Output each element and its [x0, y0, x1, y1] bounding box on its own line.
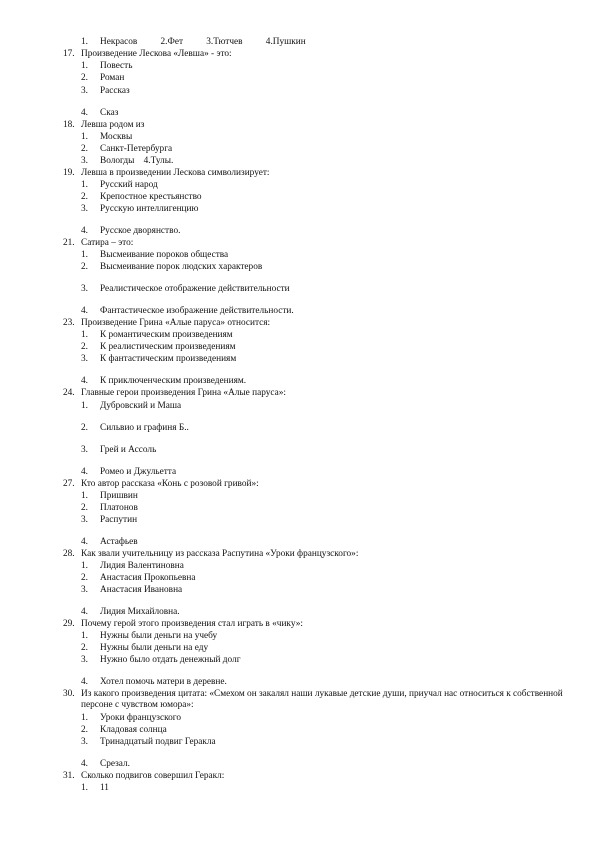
list-item: Хотел помочь матери в деревне.	[100, 677, 227, 687]
list-item: 4.	[81, 108, 88, 118]
list-item: Санкт-Петербурга	[100, 144, 173, 154]
question-text: Произведение Лескова «Левша» - это:	[81, 49, 232, 59]
list-item: Срезал.	[100, 759, 130, 769]
list-item: 1.	[81, 491, 88, 501]
list-item: 1.	[81, 783, 88, 793]
list-item: Фантастическое изображение действительности.	[100, 306, 294, 316]
list-item: Крепостное крестьянство	[100, 192, 202, 202]
list-item: 2.	[81, 144, 88, 154]
list-item: Москвы	[100, 132, 133, 142]
question-text: Почему герой этого произведения стал играть в «чику»:	[81, 619, 303, 629]
list-item: Тринадцатый подвиг Геракла	[100, 737, 216, 747]
list-item: 3.	[81, 86, 88, 96]
list-item: Роман	[100, 73, 125, 83]
list-item: Русский народ	[100, 180, 158, 190]
list-item: 3.	[81, 737, 88, 747]
list-item: Нужны были деньги на еду	[100, 643, 209, 653]
list-item: 4.	[81, 376, 88, 386]
list-item: Лидия Михайловна.	[100, 607, 180, 617]
list-item: 1.	[81, 631, 88, 641]
question-number: 21.	[63, 238, 75, 248]
list-item: 3.	[81, 354, 88, 364]
list-item: 2.	[81, 725, 88, 735]
list-item: Уроки французского	[100, 713, 181, 723]
list-item: 1.	[81, 713, 88, 723]
list-item: Астафьев	[100, 537, 138, 547]
list-item: Сильвио и графиня Б..	[100, 423, 189, 433]
list-item: 4.	[81, 226, 88, 236]
list-item: Ромео и Джульетта	[100, 467, 177, 477]
list-item: 4.	[81, 759, 88, 769]
list-item: Сказ	[100, 108, 119, 118]
list-item: Грей и Ассоль	[100, 445, 157, 455]
list-item: Высмеивание пороков общества	[100, 250, 229, 260]
question-number: 28.	[63, 549, 75, 559]
list-item: 1.	[81, 330, 88, 340]
list-item: К реалистическим произведениям	[100, 342, 236, 352]
list-item: 4.	[81, 677, 88, 687]
list-item: 1.	[81, 561, 88, 571]
list-item: Платонов	[100, 503, 138, 513]
list-item: Рассказ	[100, 86, 130, 96]
list-item: 4.	[81, 607, 88, 617]
question-number: 17.	[63, 49, 75, 59]
list-item: 3.	[81, 655, 88, 665]
question-text: Как звали учительницу из рассказа Распутина «Уроки французского»:	[81, 549, 359, 559]
question-text: Главные герои произведения Грина «Алые паруса»:	[81, 388, 286, 398]
list-item: 4.	[81, 306, 88, 316]
list-item: 2.	[81, 342, 88, 352]
list-item: К фантастическим произведениям	[100, 354, 237, 364]
question-number: 19.	[63, 168, 75, 178]
list-item: 1.	[81, 401, 88, 411]
question-text: Сатира – это:	[81, 238, 134, 248]
list-item: Пришвин	[100, 491, 138, 501]
list-item: 1.	[81, 37, 88, 47]
list-item: Анастасия Ивановна	[100, 585, 183, 595]
question-number: 30.	[63, 689, 75, 699]
question-text: Произведение Грина «Алые паруса» относится:	[81, 318, 271, 328]
list-item: Лидия Валентиновна	[100, 561, 184, 571]
list-item: 1.	[81, 180, 88, 190]
list-item: Анастасия Прокопьевна	[100, 573, 196, 583]
list-item: 3.	[81, 284, 88, 294]
question-number: 23.	[63, 318, 75, 328]
list-item: 2.	[81, 262, 88, 272]
question-number: 29.	[63, 619, 75, 629]
list-item: 3.	[81, 156, 88, 166]
list-item: 2.	[81, 503, 88, 513]
question-number: 31.	[63, 771, 75, 781]
list-item: 11	[100, 783, 109, 793]
list-item: 4.	[81, 467, 88, 477]
question-number: 27.	[63, 479, 75, 489]
question-number: 18.	[63, 120, 75, 130]
list-item: К приключенческим произведениям.	[100, 376, 247, 386]
list-item: Кладовая солнца	[100, 725, 167, 735]
list-item: 3.	[81, 445, 88, 455]
list-item: Дубровский и Маша	[100, 401, 182, 411]
list-item: Высмеивание порок людских характеров	[100, 262, 263, 272]
question-text: Кто автор рассказа «Конь с розовой гривой»:	[81, 479, 259, 489]
list-item: 3.	[81, 515, 88, 525]
list-item: Русское дворянство.	[100, 226, 181, 236]
question-text: Левша родом из	[81, 120, 145, 130]
list-item: Русскую интеллигенцию	[100, 204, 199, 214]
list-item: 3.	[81, 585, 88, 595]
list-item: Нужны были деньги на учебу	[100, 631, 218, 641]
question-number: 24.	[63, 388, 75, 398]
list-item: Вологды 4.Тулы.	[100, 156, 174, 166]
question-text: Левша в произведении Лескова символизирует:	[81, 168, 270, 178]
list-item: Повесть	[100, 61, 133, 71]
list-item: К романтическим произведениям	[100, 330, 233, 340]
list-item: 1.	[81, 132, 88, 142]
question-text: Из какого произведения цитата: «Смехом он закалял наши лукавые детские души, приучал нас относиться к собственной персоне с чувством юмора»:	[81, 689, 563, 710]
list-item: 1.	[81, 250, 88, 260]
list-item: 2.	[81, 192, 88, 202]
list-item: 3.	[81, 204, 88, 214]
list-item: 2.	[81, 423, 88, 433]
list-item: 4.	[81, 537, 88, 547]
list-item: 2.	[81, 643, 88, 653]
list-item: 1.	[81, 61, 88, 71]
list-item: Нужно было отдать денежный долг	[100, 655, 241, 665]
list-item: 2.	[81, 573, 88, 583]
list-item: Реалистическое отображение действительности	[100, 284, 290, 294]
list-item: Распутин	[100, 515, 138, 525]
question-text: Сколько подвигов совершил Геракл:	[81, 771, 225, 781]
list-item: Некрасов 2.Фет 3.Тютчев 4.Пушкин	[100, 37, 306, 47]
list-item: 2.	[81, 73, 88, 83]
